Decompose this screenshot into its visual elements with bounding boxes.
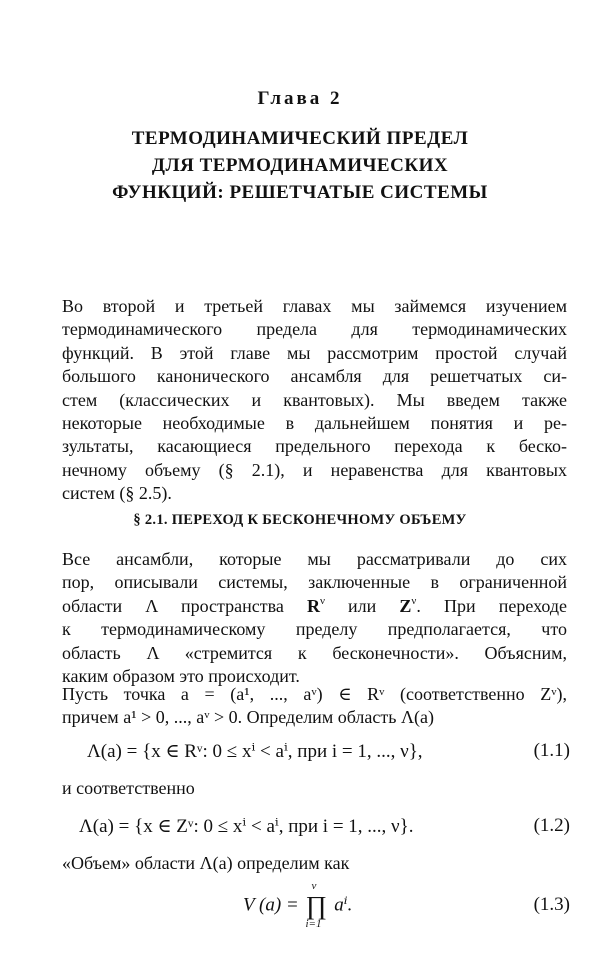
intro-line: систем (§ 2.5). xyxy=(62,483,172,504)
body-paragraph xyxy=(62,548,567,688)
formula-number: (1.2) xyxy=(533,815,570,836)
body-line: область Λ «стремится к бесконечности». Объясним, xyxy=(62,642,567,663)
chapter-label: Глава 2 xyxy=(257,88,343,109)
math-symbol: Z xyxy=(399,595,412,616)
body-line: каким образом это происходит. xyxy=(62,666,300,687)
body-line: к термодинамическому пределу предполагается, что xyxy=(62,619,567,640)
chapter-title xyxy=(0,125,600,206)
chapter-title-line: ДЛЯ ТЕРМОДИНАМИЧЕСКИХ xyxy=(151,155,449,176)
intro-line: зультаты, касающиеся предельного перехода к беско- xyxy=(62,436,567,457)
section-heading: § 2.1. ПЕРЕХОД К БЕСКОНЕЧНОМУ ОБЪЕМУ xyxy=(133,512,467,528)
body-paragraph xyxy=(62,683,567,730)
intro-line: нечному объему (§ 2.1), и неравенства для квантовых xyxy=(62,459,567,480)
body-line: Пусть точка a = (a¹, ..., aᵛ) ∈ Rᵛ (соответственно Zᵛ), xyxy=(62,684,567,704)
formula-lhs: V (a) = xyxy=(243,894,304,916)
body-line: пор, описывали системы, заключенные в ограниченной xyxy=(62,572,567,593)
volume-text: «Объем» области Λ(a) определим как xyxy=(62,853,350,873)
formula-number: (1.3) xyxy=(533,894,570,915)
formula-body xyxy=(243,880,353,930)
formula-rhs: aⁱ. xyxy=(329,894,353,916)
intro-line: функций. В этой главе мы рассмотрим простой случай xyxy=(62,342,567,363)
intro-line: большого канонического ансамбля для решетчатых си- xyxy=(62,366,567,387)
intro-line: термодинамического предела для термодинамических xyxy=(62,319,567,340)
body-line xyxy=(62,595,567,618)
math-superscript: ν xyxy=(411,594,417,607)
body-line: причем a¹ > 0, ..., aᵛ > 0. Определим область Λ(a) xyxy=(62,707,434,728)
body-text: области Λ пространства xyxy=(62,595,307,616)
math-symbol: R xyxy=(306,595,320,616)
body-text: или xyxy=(324,595,400,616)
product-upper-limit: ν xyxy=(311,880,317,892)
chapter-title-line: ФУНКЦИЙ: РЕШЕТЧАТЫЕ СИСТЕМЫ xyxy=(112,182,488,203)
connector-text: и соответственно xyxy=(62,778,195,798)
product-symbol: ∏ xyxy=(305,891,327,920)
product-operator xyxy=(304,880,330,930)
formula-body: Λ(a) = {x ∈ Rᵛ: 0 ≤ xⁱ < aⁱ, при i = 1, ..., ν}, xyxy=(87,741,423,762)
intro-paragraph xyxy=(62,295,567,506)
intro-line: стем (классических и квантовых). Мы введем также xyxy=(62,389,567,410)
intro-line: Во второй и третьей главах мы займемся изучением xyxy=(62,296,567,316)
body-line: Все ансамбли, которые мы рассматривали до сих xyxy=(62,549,567,569)
product-lower-limit: i=1 xyxy=(305,918,322,930)
intro-line: некоторые необходимые в дальнейшем понятия и ре- xyxy=(62,413,567,434)
chapter-title-line: ТЕРМОДИНАМИЧЕСКИЙ ПРЕДЕЛ xyxy=(131,128,469,149)
formula-body: Λ(a) = {x ∈ Zᵛ: 0 ≤ xⁱ < aⁱ, при i = 1, ..., ν}. xyxy=(79,816,414,837)
math-superscript: ν xyxy=(319,594,325,607)
formula-number: (1.1) xyxy=(533,740,570,761)
body-text: . При переходе xyxy=(416,595,568,616)
